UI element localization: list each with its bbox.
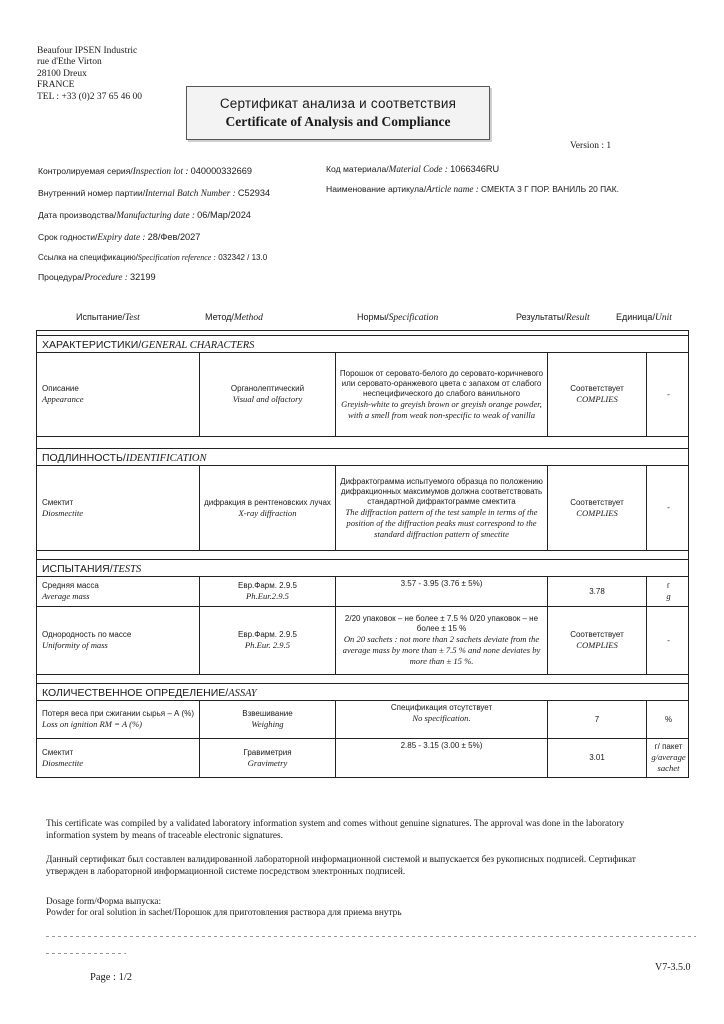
material-code-value: 1066346RU <box>450 164 500 174</box>
unit: % <box>664 714 673 724</box>
article-name-field <box>326 184 619 194</box>
expiry-date-field <box>38 232 200 242</box>
dosage-form-label: Dosage form/Форма выпуска: <box>46 897 162 907</box>
method-ru: дифракция в рентгеновских лучах <box>204 497 331 507</box>
compilation-statement-ru: Данный сертификат был составлен валидированной лабораторной информационной системой и выпускается без рукописных подписей. Сертификат утвержден в лабораторной информационной системе посредством электронных подписей. <box>46 855 636 877</box>
table-row-uniformity-of-mass <box>37 607 688 675</box>
manufacturing-date-field <box>38 210 251 220</box>
method-en: Ph.Eur.2.9.5 <box>246 591 289 601</box>
address-line: Beaufour IPSEN Industric <box>37 46 138 56</box>
article-name-label-en: Article name : <box>426 184 479 194</box>
certificate-title-en: Certificate of Analysis and Compliance <box>225 114 451 129</box>
manufacturing-date-value: 06/Мар/2024 <box>197 210 251 220</box>
company-address <box>37 46 142 103</box>
specification: 2.85 - 3.15 (3.00 ± 5%) <box>400 741 483 750</box>
test-name-ru: Описание <box>42 384 79 393</box>
column-header-test: Испытание/Test <box>76 312 140 323</box>
spec-reference-value: 032342 / 13.0 <box>218 253 268 262</box>
method-en: Gravimetry <box>247 757 288 768</box>
procedure-value: 32199 <box>130 272 156 282</box>
article-name-label-ru: Наименование артикула/ <box>326 184 427 194</box>
inspection-lot-field <box>38 166 252 176</box>
method-en: Ph.Eur. 2.9.5 <box>244 640 291 650</box>
column-header-method: Метод/Method <box>205 312 263 323</box>
procedure-label-ru: Процедура/ <box>38 272 85 282</box>
inspection-lot-label-ru: Контролируемая серия/ <box>38 166 133 176</box>
table-row-loss-on-ignition <box>37 701 688 739</box>
test-name-ru: Смектит <box>42 497 74 507</box>
section-general-characters: ХАРАКТЕРИСТИКИ/GENERAL CHARACTERS <box>37 335 688 353</box>
result: 3.01 <box>589 753 605 762</box>
procedure-label-en: Procedure : <box>84 272 128 282</box>
test-name-en: Diosmectite <box>42 757 84 768</box>
spec-reference-label-ru: Ссылка на спецификацию/ <box>38 253 138 262</box>
test-name-ru: Однородность по массе <box>42 630 132 639</box>
spec-reference-label-en: Specification reference : <box>137 253 216 262</box>
test-name-en: Appearance <box>42 394 84 404</box>
expiry-date-value: 28/Фев/2027 <box>147 232 201 242</box>
method-en: Visual and olfactory <box>232 394 303 404</box>
test-name-en: Loss on ignition RM = A (%) <box>42 719 143 729</box>
table-row-smectite-assay <box>37 739 688 777</box>
dosage-form-value: Powder for oral solution in sachet/Порошок для приготовления раствора для приема внутрь <box>46 908 402 918</box>
column-header-result: Результаты/Result <box>516 312 590 323</box>
result-en: COMPLIES <box>576 394 618 404</box>
results-table <box>36 330 689 778</box>
inspection-lot-value: 040000332669 <box>190 166 252 176</box>
test-name-en: Average mass <box>42 591 90 601</box>
section-tests: ИСПЫТАНИЯ/TESTS <box>37 559 688 577</box>
manufacturing-date-label-en: Manufacturing date : <box>116 210 195 220</box>
specification-reference-field <box>38 252 267 262</box>
method-en: Weighing <box>251 719 284 729</box>
internal-batch-value: C52934 <box>237 188 271 198</box>
test-name-ru: Потеря веса при сжигании сырья – А (%) <box>42 709 194 718</box>
section-identification: ПОДЛИННОСТЬ/IDENTIFICATION <box>37 448 688 466</box>
result: 7 <box>594 714 600 724</box>
result-en: COMPLIES <box>576 640 618 650</box>
page-number: Page : 1/2 <box>90 972 132 983</box>
method-ru: Взвешивание <box>242 709 293 718</box>
address-line: 28100 Dreux <box>37 68 87 79</box>
address-line: FRANCE <box>37 80 75 91</box>
specification-en: On 20 sachets : not more than 2 sachets deviate from the average mass by more than ± 7.5 % and none deviates by more than ± 15 %. <box>342 634 541 666</box>
certificate-title-ru: Сертификат анализа и соответствия <box>219 96 457 111</box>
internal-batch-label-ru: Внутренний номер партии/ <box>38 188 146 198</box>
material-code-field <box>326 164 499 174</box>
specification-en: No specification. <box>412 713 471 723</box>
inspection-lot-label-en: Inspection lot : <box>132 166 189 176</box>
method-en: X-ray diffraction <box>238 507 297 518</box>
test-name-en: Uniformity of mass <box>42 640 108 650</box>
address-line: TEL : +33 (0)2 37 65 46 00 <box>37 91 143 102</box>
method-ru: Органолептический <box>230 384 305 393</box>
specification-ru: 2/20 упаковок – не более ± 7.5 % 0/20 упаковок – не более ± 15 % <box>344 614 539 633</box>
result-ru: Соответствует <box>570 630 624 639</box>
table-row-average-mass <box>37 577 688 607</box>
result: 3.78 <box>589 586 605 596</box>
unit-en: g/average sachet <box>651 752 686 773</box>
manufacturing-date-label-ru: Дата производства/ <box>38 210 117 220</box>
specification: 3.57 - 3.95 (3.76 ± 5%) <box>400 579 483 588</box>
certificate-title-box <box>186 86 490 140</box>
result-ru: Соответствует <box>570 384 624 393</box>
specification-en: Greyish-white to greyish brown or greyish orange powder, with a smell from weak non-specific to weak of vanilla <box>341 398 542 420</box>
table-row-smectite-identification <box>37 466 688 551</box>
table-row-appearance <box>37 353 688 437</box>
result-ru: Соответствует <box>570 497 624 507</box>
unit: - <box>667 635 670 645</box>
scan-line-decoration <box>46 953 126 954</box>
material-code-label-ru: Код материала/ <box>326 164 389 174</box>
column-header-specification: Нормы/Specification <box>357 312 439 323</box>
internal-batch-field <box>38 188 270 198</box>
material-code-label-en: Material Code : <box>388 164 448 174</box>
unit-en: g <box>666 591 671 601</box>
document-version: V7-3.5.0 <box>655 962 691 973</box>
compilation-statement-en: This certificate was compiled by a validated laboratory information system and comes without genuine signatures. The approval was done in the laboratory information system by means of traceable electronic signatures. <box>46 819 625 841</box>
column-header-unit: Единица/Unit <box>616 312 672 323</box>
specification-ru: Спецификация отсутствует <box>390 703 493 712</box>
unit-ru: г <box>667 581 670 590</box>
method-ru: Евр.Фарм. 2.9.5 <box>238 630 297 639</box>
section-assay: КОЛИЧЕСТВЕННОЕ ОПРЕДЕЛЕНИЕ/ASSAY <box>37 683 688 701</box>
procedure-field <box>38 272 156 282</box>
specification-ru: Порошок от серовато-белого до серовато-коричневого или серовато-оранжевого цвета с запахом от слабого неспецифического до слабого ванильного <box>339 368 544 398</box>
test-name-ru: Смектит <box>42 747 74 757</box>
address-line: rue d'Ethe Virton <box>37 57 102 68</box>
result-en: COMPLIES <box>576 507 618 518</box>
specification-ru: Дифрактограмма испытуемого образца по положению дифракционных максимумов должна соответствовать стандартной дифрактограмме смектита <box>340 476 543 506</box>
expiry-date-label-ru: Срок годности/ <box>38 232 98 242</box>
expiry-date-label-en: Expiry date : <box>97 232 146 242</box>
article-name-value: СМЕКТА 3 Г ПОР. ВАНИЛЬ 20 ПАК. <box>481 184 619 194</box>
method-ru: Евр.Фарм. 2.9.5 <box>238 581 297 590</box>
internal-batch-label-en: Internal Batch Number : <box>145 188 236 198</box>
unit-ru: г/ пакет <box>654 742 683 751</box>
version-label: Version : 1 <box>570 141 612 151</box>
unit: - <box>667 389 670 399</box>
scan-line-decoration <box>46 936 696 937</box>
specification-en: The diffraction pattern of the test sample in terms of the position of the diffraction peaks must correspond to the standard diffraction pattern of smectite <box>345 506 538 539</box>
method-ru: Гравиметрия <box>243 747 292 757</box>
test-name-en: Diosmectite <box>42 507 84 518</box>
unit: - <box>667 503 670 512</box>
test-name-ru: Средняя масса <box>42 581 99 590</box>
